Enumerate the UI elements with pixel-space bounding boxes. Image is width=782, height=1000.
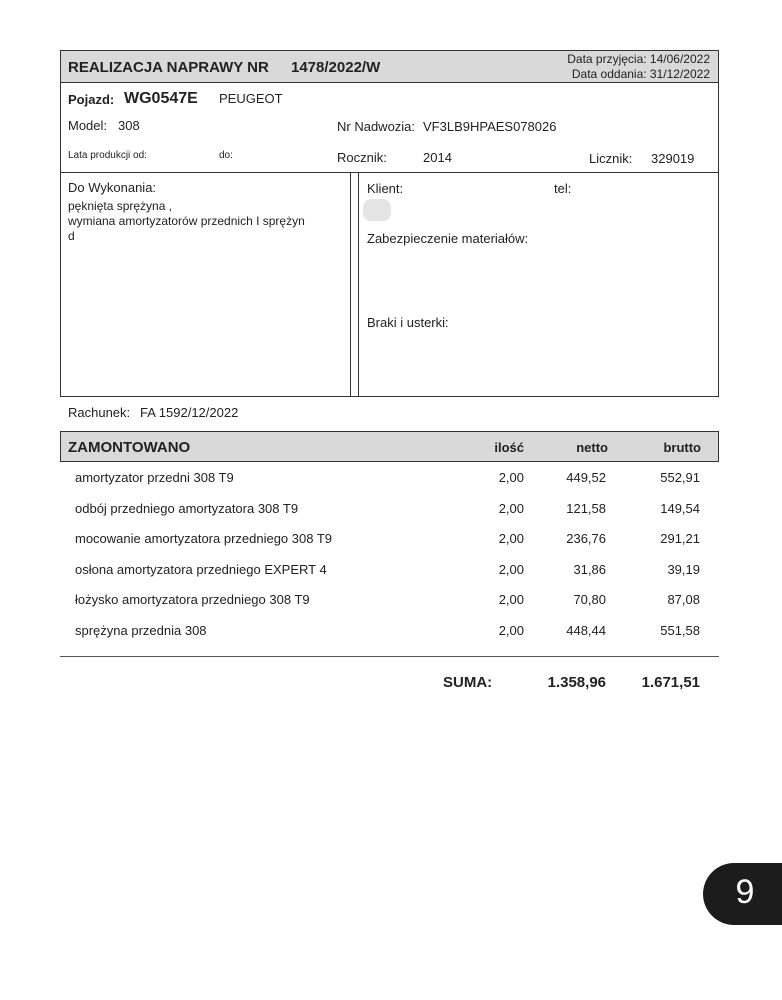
vin-label: Nr Nadwozia: [337,119,416,134]
part-name: osłona amortyzatora przedniego EXPERT 4 [75,562,327,577]
model-value: 308 [118,118,140,133]
part-name: sprężyna przednia 308 [75,623,207,638]
part-gross: 552,91 [660,470,700,485]
part-qty: 2,00 [498,592,524,607]
year-label: Rocznik: [337,150,387,165]
table-row [60,463,719,493]
sum-net: 1.358,96 [547,674,606,691]
repair-number: 1478/2022/W [291,59,381,76]
parts-table-title: ZAMONTOWANO [68,439,191,456]
part-qty: 2,00 [498,531,524,546]
odometer-value: 329019 [651,151,695,166]
model-label: Model: [68,118,108,133]
table-row [60,616,719,646]
part-name: odbój przedniego amortyzatora 308 T9 [75,501,299,516]
vehicle-make: PEUGEOT [219,91,283,106]
part-name: amortyzator przedni 308 T9 [75,470,234,485]
client-label: Klient: [367,181,404,196]
client-box [358,172,719,397]
vehicle-label: Pojazd: [68,92,115,107]
production-from-label: Lata produkcji od: [68,150,147,161]
column-gross: brutto [663,440,701,455]
plate-number: WG0547E [124,90,198,107]
sum-label: SUMA: [443,674,493,691]
delivered-date: Data oddania: 31/12/2022 [571,67,710,81]
part-net: 31,86 [573,562,606,577]
column-qty: ilość [494,440,524,455]
part-gross: 291,21 [660,531,700,546]
part-net: 121,58 [566,501,606,516]
table-row [60,494,719,524]
part-gross: 149,54 [660,501,700,516]
part-gross: 87,08 [667,592,700,607]
page-number: 9 [735,873,755,911]
part-qty: 2,00 [498,470,524,485]
table-row [60,524,719,554]
part-qty: 2,00 [498,562,524,577]
part-qty: 2,00 [498,623,524,638]
invoice-number: FA 1592/12/2022 [140,405,239,420]
redacted-client-mark [363,199,391,221]
vin-value: VF3LB9HPAES078026 [423,119,557,134]
accepted-date: Data przyjęcia: 14/06/2022 [567,52,710,66]
part-gross: 551,58 [660,623,700,638]
security-label: Zabezpieczenie materiałów: [367,231,529,246]
production-to-label: do: [219,150,233,161]
document-title: REALIZACJA NAPRAWY NR [68,59,269,76]
part-gross: 39,19 [667,562,700,577]
defects-label: Braki i usterki: [367,315,449,330]
sum-gross: 1.671,51 [641,674,700,691]
part-qty: 2,00 [498,501,524,516]
todo-label: Do Wykonania: [68,180,157,195]
part-net: 70,80 [573,592,606,607]
table-row [60,585,719,615]
table-row [60,555,719,585]
column-net: netto [576,440,608,455]
part-net: 236,76 [566,531,606,546]
totals-divider [60,656,719,657]
part-net: 449,52 [566,470,606,485]
phone-label: tel: [554,181,572,196]
part-name: łożysko amortyzatora przedniego 308 T9 [75,592,310,607]
part-net: 448,44 [566,623,606,638]
odometer-label: Licznik: [589,151,633,166]
part-name: mocowanie amortyzatora przedniego 308 T9 [75,531,333,546]
todo-line: d [68,229,75,243]
year-value: 2014 [423,150,452,165]
invoice-label: Rachunek: [68,405,131,420]
todo-line: wymiana amortyzatorów przednich I sprężyn [68,214,305,228]
todo-line: pęknięta sprężyna , [68,199,173,213]
